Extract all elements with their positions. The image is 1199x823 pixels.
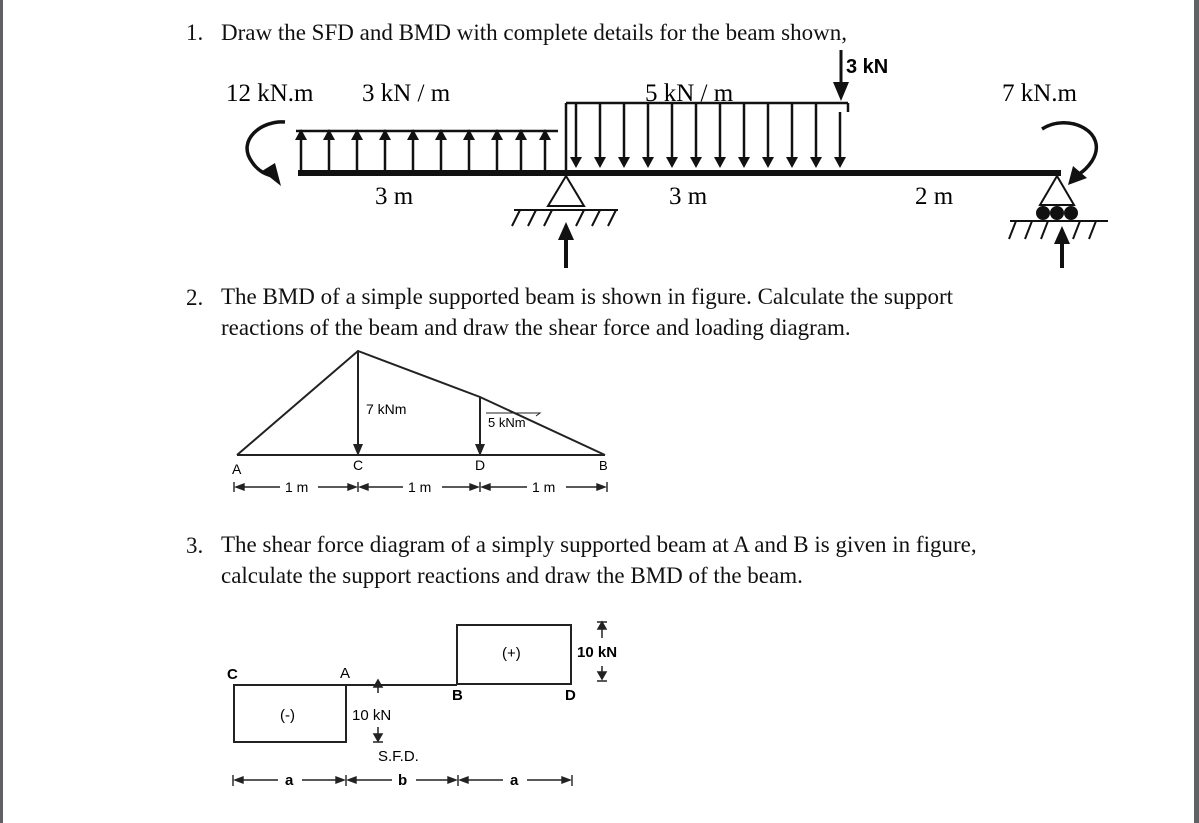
label-moment-c: 7 kNm (366, 401, 407, 417)
label-span-1: 3 m (375, 183, 414, 210)
roller-support (1009, 176, 1108, 239)
label-point-a: A (340, 665, 351, 682)
label-sign-positive: (+) (502, 645, 521, 662)
sfd-outline (234, 625, 571, 742)
question-3-text-line-1: The shear force diagram of a simply supported beam at A and B is given in figure, (221, 532, 977, 557)
question-2-number: 2. (186, 285, 204, 310)
label-sign-negative: (-) (280, 707, 295, 724)
label-udl-right: 5 kN / m (645, 80, 734, 107)
udl-upward-arrows (295, 129, 558, 170)
label-force-a: 10 kN (352, 707, 392, 724)
question-2-bmd-figure (225, 340, 625, 500)
pin-support (512, 176, 618, 226)
label-dim-a1: a (285, 772, 294, 789)
label-point-d: D (565, 687, 576, 704)
label-caption-sfd: S.F.D. (378, 748, 419, 765)
label-point-load: 3 kN (846, 56, 889, 78)
label-point-c: C (227, 666, 238, 683)
label-dim-b: b (398, 772, 408, 789)
label-span-2: 3 m (669, 183, 708, 210)
label-point-c: C (353, 457, 364, 473)
label-point-b: B (599, 458, 608, 473)
label-point-d: D (475, 457, 486, 473)
question-1-number: 1. (186, 20, 204, 45)
label-moment-d: 5 kNm (488, 415, 526, 430)
question-3-text-line-2: calculate the support reactions and draw the BMD of the beam. (221, 563, 803, 588)
reaction-arrow-pin (558, 222, 574, 268)
label-dim-a2: a (510, 772, 519, 789)
question-2-text-line-2: reactions of the beam and draw the shear force and loading diagram. (221, 315, 851, 340)
label-dim-3: 1 m (532, 479, 556, 495)
question-3-number: 3. (186, 533, 204, 558)
udl-downward-arrows (566, 103, 848, 170)
question-2-text-line-1: The BMD of a simple supported beam is shown in figure. Calculate the support (221, 284, 954, 309)
beam (298, 170, 1061, 176)
question-3-sfd-figure (222, 612, 642, 792)
label-dim-2: 1 m (408, 479, 432, 495)
label-span-3: 2 m (915, 183, 954, 210)
question-1-beam-figure (200, 45, 1120, 275)
label-moment-right: 7 kN.m (1002, 80, 1077, 107)
label-udl-left: 3 kN / m (362, 80, 451, 107)
label-point-a: A (232, 461, 242, 477)
label-moment-left: 12 kN.m (226, 80, 314, 107)
viewer-right-edge (1194, 0, 1199, 823)
question-1-text: Draw the SFD and BMD with complete details for the beam shown, (221, 20, 847, 45)
bmd-outline (237, 351, 605, 455)
label-dim-1: 1 m (285, 479, 309, 495)
viewer-left-edge (0, 0, 3, 823)
moment-left-arrow (247, 122, 285, 186)
label-point-b: B (452, 687, 463, 704)
reaction-arrow-roller (1054, 226, 1070, 268)
label-force-d: 10 kN (577, 644, 618, 661)
